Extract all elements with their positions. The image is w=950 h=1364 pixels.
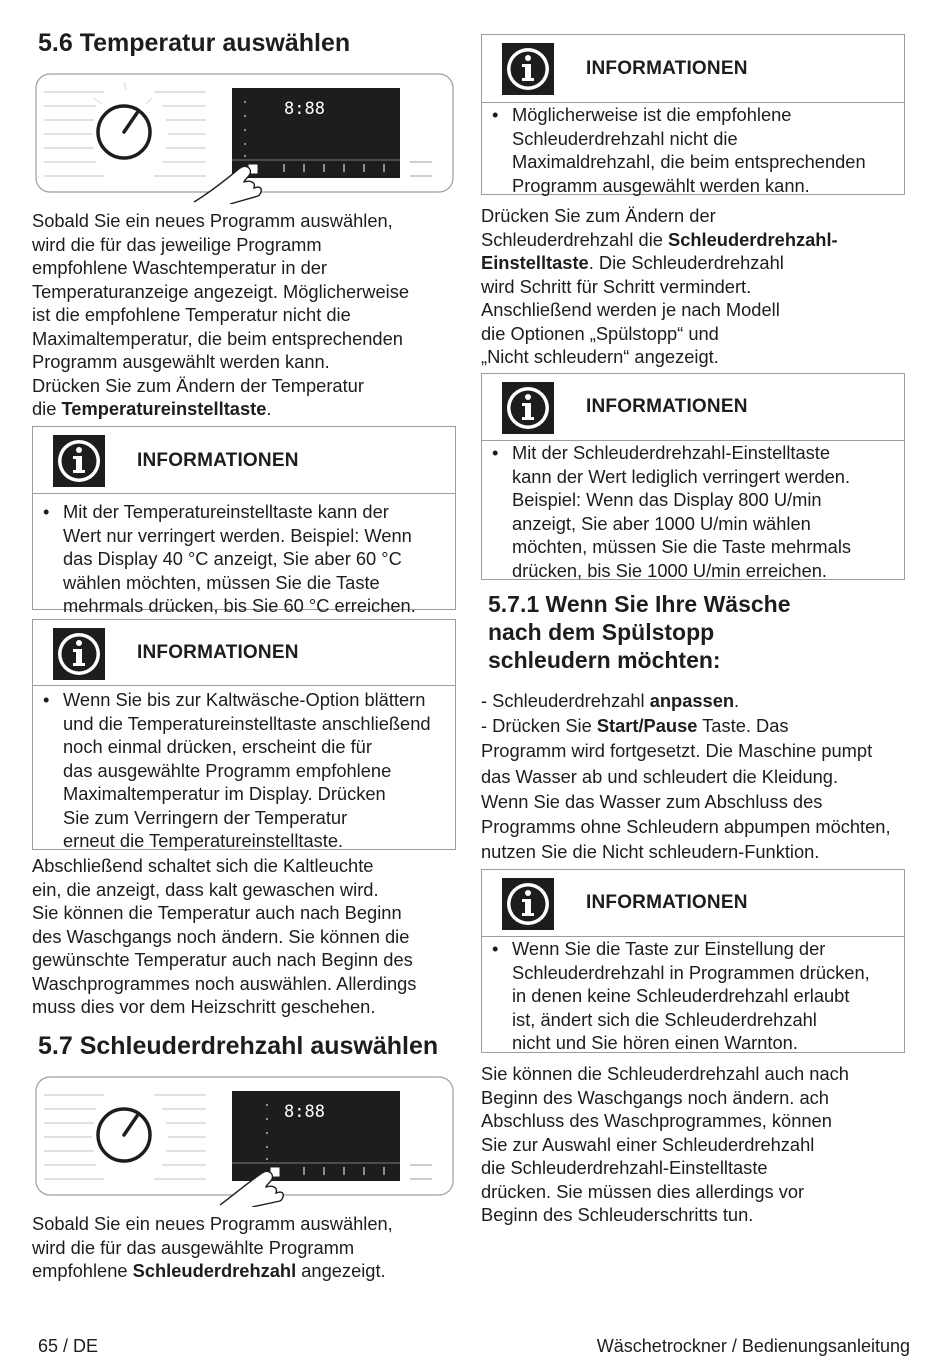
control-panel-illustration-spin bbox=[34, 1075, 456, 1207]
info-bullet: • Möglicherweise ist die empfohlene Schleuderdrehzahl nicht die Maximaldrehzahl, die beim entsprechenden Programm ausgewählt werden kann. bbox=[482, 103, 904, 197]
info-box-temperature-decrease bbox=[32, 426, 456, 616]
info-box-title: INFORMATIONEN bbox=[586, 396, 748, 417]
info-icon bbox=[53, 628, 105, 680]
info-bullet: • Mit der Temperatureinstelltaste kann der Wert nur verringert werden. Beispiel: Wenn das Display 40 °C anzeigt, Sie aber 60 °C wählen möchten, müssen Sie die Taste mehrmals drücken, bis Sie 60 °C erreichen. bbox=[33, 500, 455, 618]
info-icon bbox=[502, 382, 554, 434]
info-box-title: INFORMATIONEN bbox=[586, 892, 748, 913]
section-5-7-title: 5.7 Schleuderdrehzahl auswählen bbox=[38, 1032, 439, 1060]
paragraph-temperature-intro: Sobald Sie ein neues Programm auswählen, wird die für das jeweilige Programm empfohlene Waschtemperatur in der Temperaturanzeige angezeigt. Möglicherweise ist die empfohlene Temperatur nicht die Maximaltemperatur, die beim entsprechenden Programm ausgewählt werden kann. Drücken Sie zum Ändern der Temperatur die Temperatureinstelltaste. bbox=[32, 210, 410, 419]
info-box-title: INFORMATIONEN bbox=[137, 642, 299, 663]
info-bullet: • Mit der Schleuderdrehzahl-Einstelltaste kann der Wert lediglich verringert werden. Beispiel: Wenn das Display 800 U/min anzeigt, Sie aber 1000 U/min wählen möchten, müssen Sie die Taste mehrmals drücken, bis Sie 1000 U/min erreichen. bbox=[482, 441, 904, 582]
info-box-max-spin bbox=[481, 34, 905, 195]
info-box-title: INFORMATIONEN bbox=[586, 58, 748, 79]
paragraph-cold-wash: Abschließend schaltet sich die Kaltleuchte ein, die anzeigt, dass kalt gewaschen wird. Sie können die Temperatur auch nach Beginn des Waschgangs noch ändern. Sie können die gewünschte Temperatur auch nach Beginn des Waschprogrammes noch auswählen. Allerdings muss dies vor dem Heizschritt geschehen. bbox=[32, 855, 417, 1017]
start-pause-key-name: Start/Pause bbox=[596, 715, 698, 737]
temperature-key-name: Temperatureinstelltaste bbox=[61, 398, 267, 419]
paragraph-spin-change: Drücken Sie zum Ändern der Schleuderdrehzahl die Schleuderdrehzahl- Einstelltaste. Die Schleuderdrehzahl wird Schritt für Schritt vermindert. Anschließend werden je nach Modell die Optionen „Spülstopp“ und „Nicht schleudern“ angezeigt. bbox=[481, 205, 838, 367]
info-box-title: INFORMATIONEN bbox=[137, 450, 299, 471]
info-box-spin-not-allowed bbox=[481, 869, 905, 1053]
control-panel-illustration-temperature bbox=[34, 72, 456, 204]
display-readout: 8:88 bbox=[284, 1102, 325, 1122]
section-5-6-title: 5.6 Temperatur auswählen bbox=[38, 29, 351, 57]
display-readout: 8:88 bbox=[284, 99, 325, 119]
paragraph-spin-change-later: Sie können die Schleuderdrehzahl auch nach Beginn des Waschgangs noch ändern. ach Abschluss des Waschprogrammes, können Sie zur Auswahl einer Schleuderdrehzahl die Schleuderdrehzahl-Einstelltaste drücken. Sie müssen dies allerdings vor Beginn des Schleuderschritts tun. bbox=[481, 1063, 849, 1225]
info-icon bbox=[53, 435, 105, 487]
spin-speed-term: Schleuderdrehzahl bbox=[132, 1260, 297, 1281]
info-bullet: • Wenn Sie die Taste zur Einstellung der Schleuderdrehzahl in Programmen drücken, in denen keine Schleuderdrehzahl erlaubt ist, ändert sich die Schleuderdrehzahl nicht und Sie hören einen Warnton. bbox=[482, 937, 904, 1055]
section-5-7-1-title: 5.7.1 Wenn Sie Ihre Wäsche nach dem Spülstopp schleudern möchten: bbox=[488, 591, 791, 673]
spin-key-name: Einstelltaste bbox=[481, 252, 589, 273]
info-icon bbox=[502, 43, 554, 95]
info-bullet: • Wenn Sie bis zur Kaltwäsche-Option blättern und die Temperatureinstelltaste anschließend noch einmal drücken, erscheint die für das ausgewählte Programm empfohlene Maximaltemperatur im Display. Drücken Sie zum Verringern der Temperatur erneut die Temperatureinstelltaste. bbox=[33, 688, 455, 853]
page-number: 65 / DE bbox=[38, 1336, 99, 1356]
info-box-cold-wash bbox=[32, 619, 456, 850]
paragraph-spin-after-rinse-hold: - Schleuderdrehzahl anpassen. - Drücken Sie Start/Pause Taste. Das Programm wird fortgesetzt. Die Maschine pumpt das Wasser ab und schleudert die Kleidung. Wenn Sie das Wasser zum Abschluss des Programms ohne Schleudern abpumpen möchten, nutzen Sie die Nicht schleudern-Funktion. bbox=[481, 690, 891, 863]
info-icon bbox=[502, 878, 554, 930]
info-box-spin-decrease bbox=[481, 373, 905, 580]
paragraph-spin-intro: Sobald Sie ein neues Programm auswählen, wird die für das ausgewählte Programm empfohlene Schleuderdrehzahl angezeigt. bbox=[32, 1213, 393, 1281]
document-title: Wäschetrockner / Bedienungsanleitung bbox=[596, 1336, 910, 1356]
